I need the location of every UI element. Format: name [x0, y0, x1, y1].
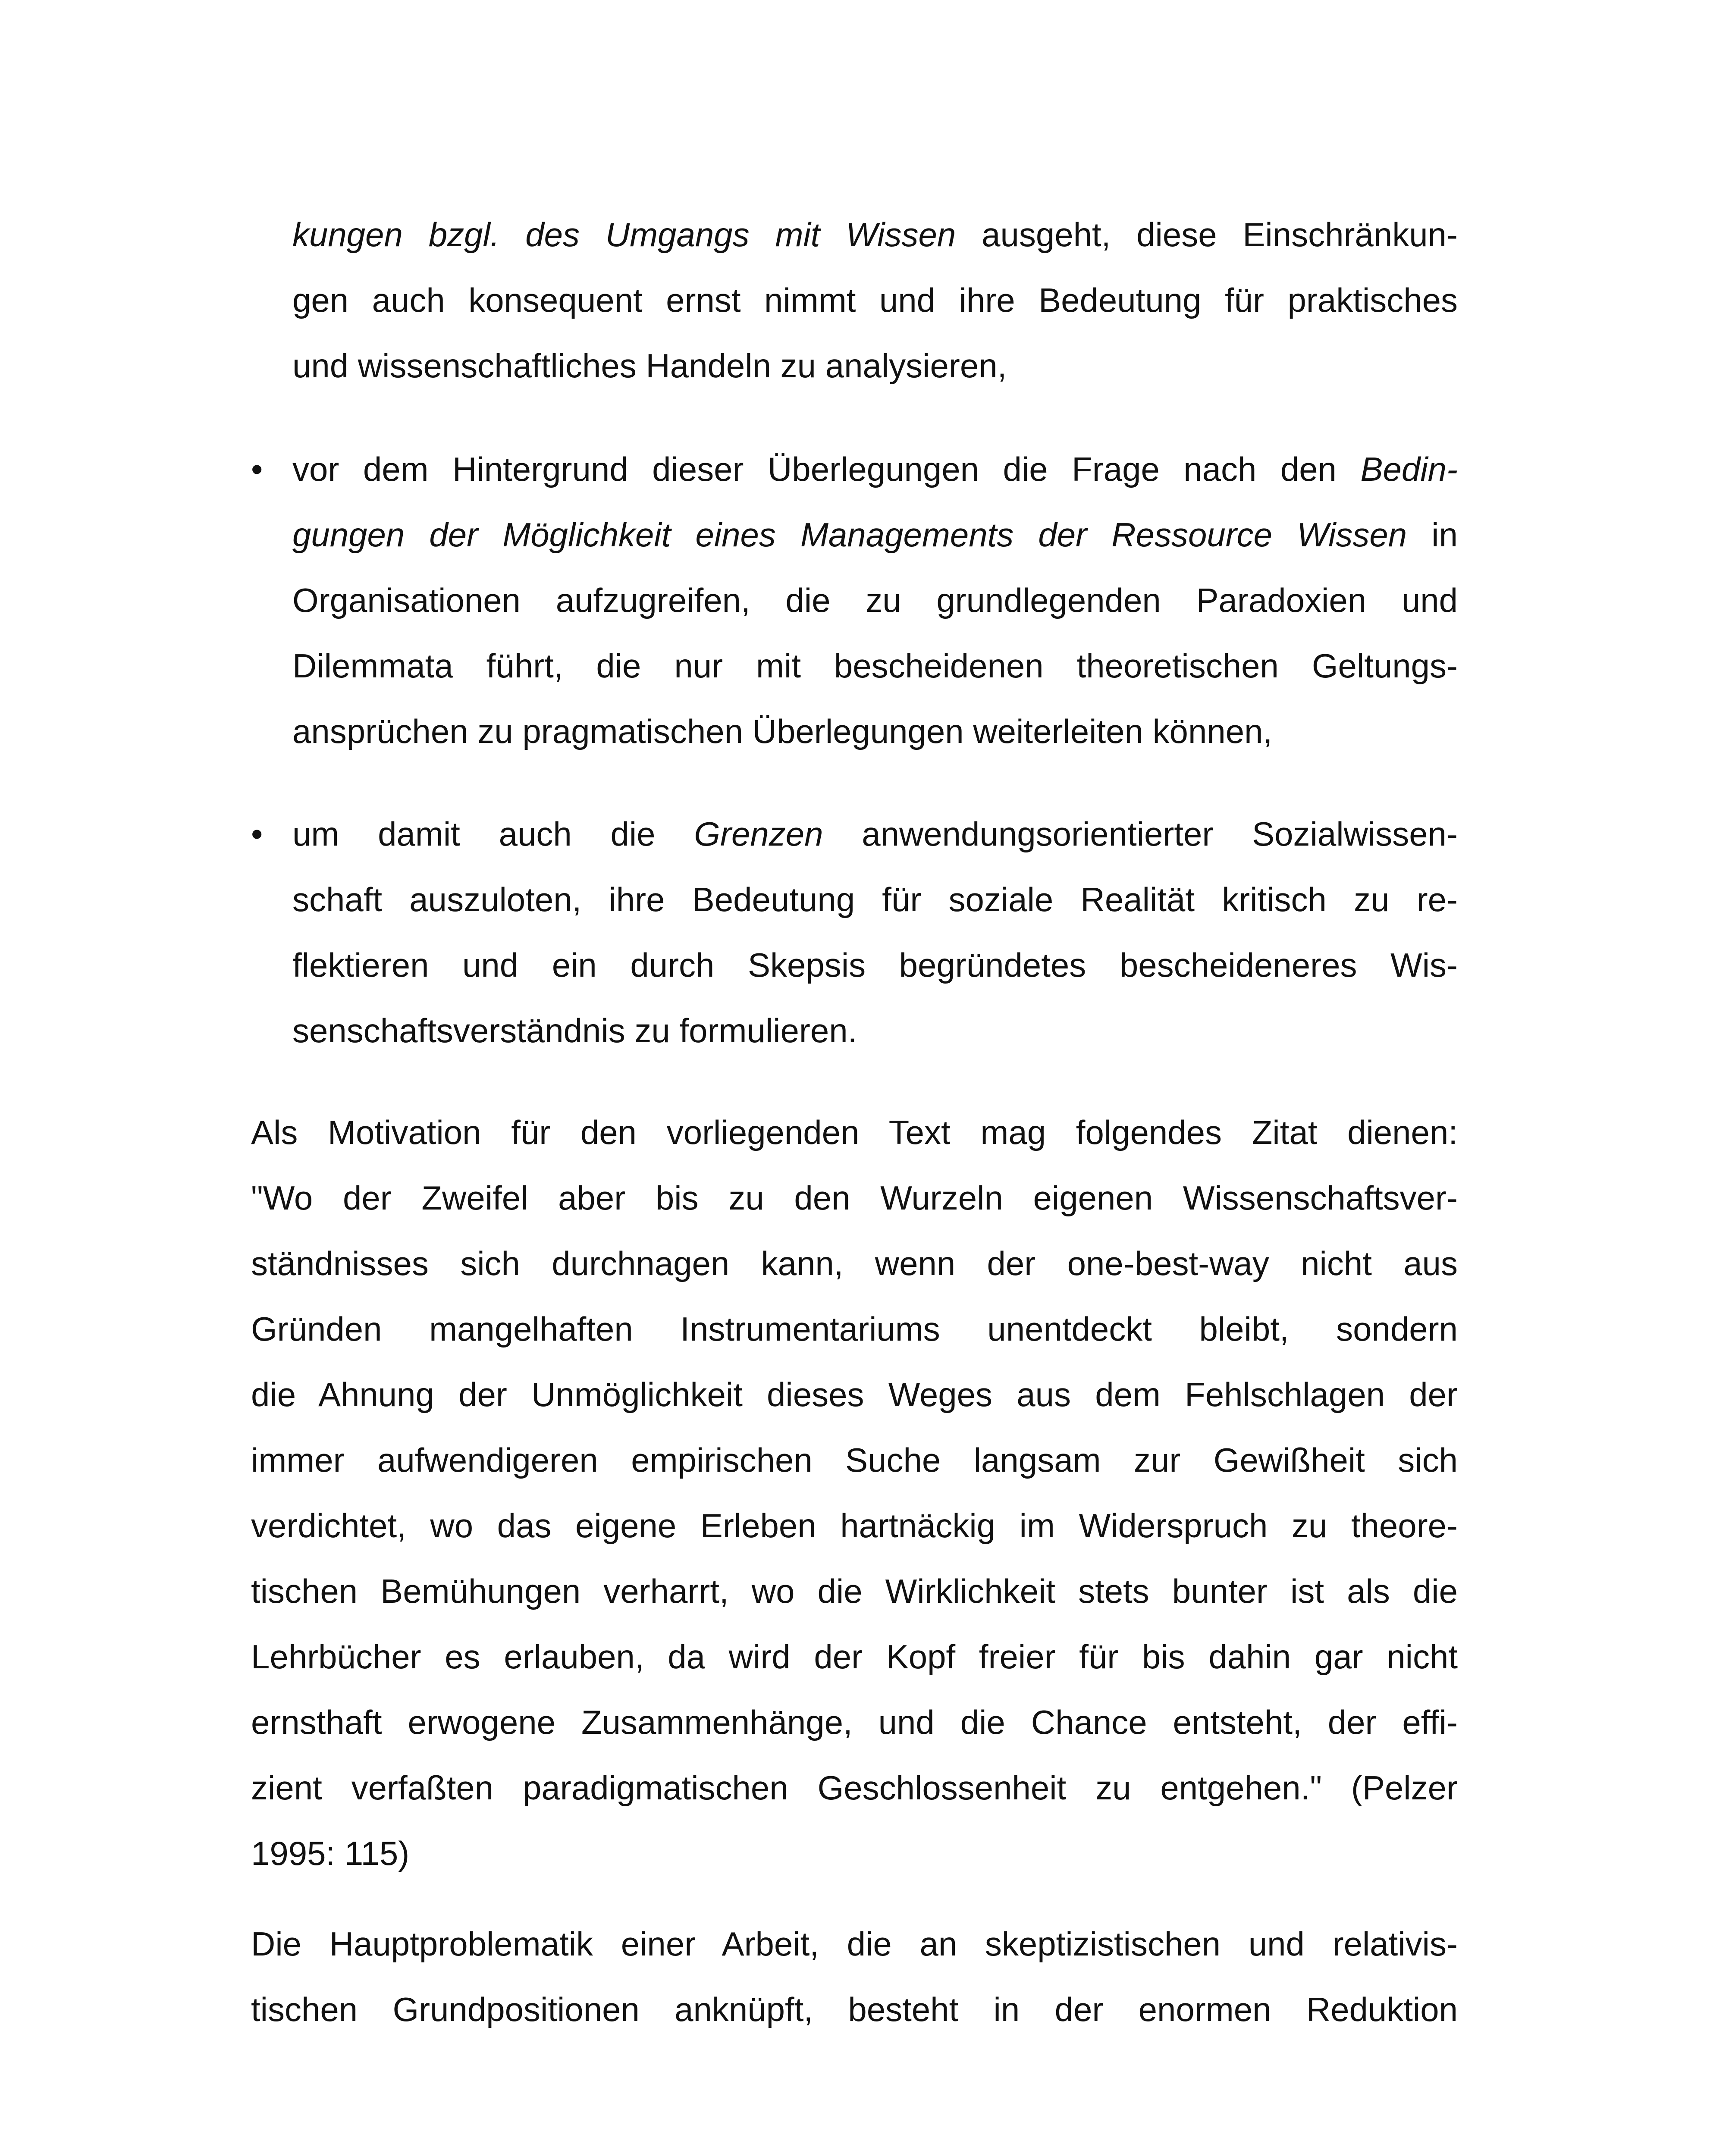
text-line: [292, 502, 1458, 567]
text-line: 1995: 115): [251, 1834, 410, 1872]
text-line: [292, 436, 1458, 502]
bullet-marker: •: [251, 815, 263, 853]
text-line: Als Motivation für den vorliegenden Text mag folgendes Zitat dienen:: [251, 1113, 1458, 1151]
text-run: anwendungsorientierter Sozialwissen-: [823, 815, 1458, 853]
bullet-text: [292, 436, 1458, 764]
text-run: senschaftsverständnis zu formulieren.: [292, 1012, 857, 1050]
text-line: [292, 633, 1458, 699]
text-run: ausgeht, diese Einschränkun-: [956, 216, 1458, 254]
text-line: [292, 699, 1458, 764]
text-line: [292, 202, 1458, 267]
italic-text: Bedin-: [1360, 450, 1458, 488]
text-line: verdichtet, wo das eigene Erleben hartnäckig im Widerspruch zu theore-: [251, 1507, 1458, 1545]
italic-text: gungen der Möglichkeit eines Managements der Ressource Wissen: [292, 516, 1407, 554]
text-line: ernsthaft erwogene Zusammenhänge, und die Chance entsteht, der effi-: [251, 1703, 1458, 1741]
text-line: die Ahnung der Unmöglichkeit dieses Weges aus dem Fehlschlagen der: [251, 1376, 1458, 1413]
text-line: [292, 267, 1458, 333]
text-run: und wissenschaftliches Handeln zu analysieren,: [292, 347, 1007, 385]
text-line: Lehrbücher es erlauben, da wird der Kopf freier für bis dahin gar nicht: [251, 1638, 1458, 1676]
text-line: zient verfaßten paradigmatischen Geschlossenheit zu entgehen." (Pelzer: [251, 1769, 1458, 1807]
bullet-text: [292, 801, 1458, 1063]
text-line: immer aufwendigeren empirischen Suche langsam zur Gewißheit sich: [251, 1441, 1458, 1479]
text-run: schaft auszuloten, ihre Bedeutung für soziale Realität kritisch zu re-: [292, 881, 1458, 918]
text-run: gen auch konsequent ernst nimmt und ihre Bedeutung für praktisches: [292, 281, 1458, 319]
text-line: Die Hauptproblematik einer Arbeit, die an skeptizistischen und relativis-: [251, 1925, 1458, 1963]
body-paragraph: [251, 1911, 1458, 2042]
text-run: Dilemmata führt, die nur mit bescheidenen theoretischen Geltungs-: [292, 647, 1458, 685]
text-line: tischen Grundpositionen anknüpft, besteht in der enormen Reduktion: [251, 1990, 1458, 2028]
text-line: tischen Bemühungen verharrt, wo die Wirklichkeit stets bunter ist als die: [251, 1572, 1458, 1610]
text-run: flektieren und ein durch Skepsis begründetes bescheideneres Wis-: [292, 946, 1458, 984]
text-run: Organisationen aufzugreifen, die zu grundlegenden Paradoxien und: [292, 581, 1458, 619]
text-run: in: [1407, 516, 1458, 554]
text-line: [292, 932, 1458, 998]
text-run: vor dem Hintergrund dieser Überlegungen die Frage nach den: [292, 450, 1361, 488]
body-paragraph: [251, 1100, 1458, 1886]
italic-text: kungen bzgl. des Umgangs mit Wissen: [292, 216, 956, 254]
text-line: [292, 567, 1458, 633]
list-item-continuation: [292, 202, 1458, 398]
text-line: [292, 998, 1458, 1063]
text-line: [292, 333, 1458, 398]
text-line: [292, 867, 1458, 932]
bullet-marker: •: [251, 450, 263, 488]
italic-text: Grenzen: [694, 815, 823, 853]
text-line: "Wo der Zweifel aber bis zu den Wurzeln eigenen Wissenschaftsver-: [251, 1179, 1458, 1217]
text-line: [292, 801, 1458, 867]
text-line: Gründen mangelhaften Instrumentariums unentdeckt bleibt, sondern: [251, 1310, 1458, 1348]
text-line: ständnisses sich durchnagen kann, wenn der one-best-way nicht aus: [251, 1244, 1458, 1282]
text-run: um damit auch die: [292, 815, 694, 853]
text-run: ansprüchen zu pragmatischen Überlegungen weiterleiten können,: [292, 712, 1273, 750]
